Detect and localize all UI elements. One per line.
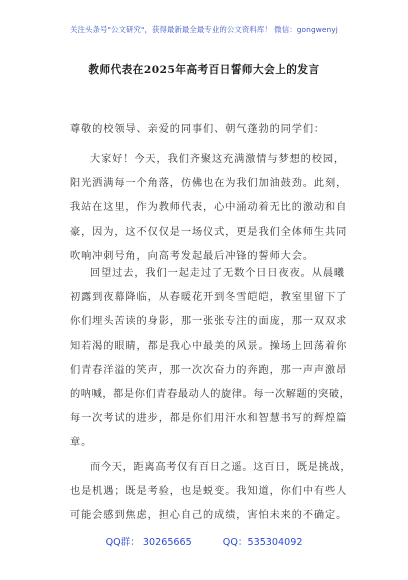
text-line: 而今天，距离高考仅有百日之遥。这百日，既是挑战， [90, 462, 352, 473]
text-line: 你们埋头苦读的身影，那一张张专注的面庞，那一双双求 [70, 316, 348, 328]
text-line: 知若渴的眼睛，都是我心中最美的风景。操场上回荡着你 [70, 340, 348, 352]
text-line: 初露到夜幕降临，从春暖花开到冬雪皑皑，教室里留下了 [70, 292, 348, 304]
paragraph-3 [70, 456, 352, 529]
text-line: 大家好！今天，我们齐聚这充满激情与梦想的校园， [90, 154, 346, 165]
text-line: 可能会感到焦虑，担心自己的成绩，害怕未来的不确定。 [70, 510, 348, 522]
greeting-paragraph [70, 118, 352, 142]
text-line: 也是机遇；既是考验，也是蜕变。我知道，你们中有些人 [70, 486, 348, 498]
document-title: 教师代表在2025年高考百日誓师大会上的发言 [88, 64, 320, 76]
qq-group-number: QQ群： 30265665 [105, 537, 192, 548]
footer-contact [0, 534, 408, 548]
text-line: 每一次考试的进步，都是你们用汗水和智慧书写的辉煌篇 [70, 413, 348, 425]
text-line: 我站在这里，作为教师代表，心中涌动着无比的激动和自 [70, 202, 348, 214]
text-line: 的呐喊，都是你们青春最动人的旋律。每一次解题的突破， [70, 388, 351, 400]
qq-contact-number: QQ：535304092 [222, 537, 303, 548]
text-line: 章。 [70, 437, 93, 449]
text-line: 豪，因为，这不仅仅是一场仪式，更是我们全体师生共同 [70, 226, 348, 238]
paragraph-2 [70, 262, 352, 456]
text-line: 吹响冲刺号角，向高考发起最后冲锋的誓师大会。 [70, 250, 314, 262]
text-line: 阳光洒满每一个角落，仿佛也在为我们加油鼓劲。此刻， [70, 178, 348, 190]
header-banner: 关注头条号"公文研究"，获得最新最全最专业的公文资料库！ 微信：gongwenyj [70, 25, 338, 34]
paragraph-1 [70, 148, 352, 269]
text-line: 回望过去，我们一起走过了无数个日日夜夜。从晨曦 [90, 268, 346, 279]
greeting-line: 尊敬的校领导、亲爱的同事们、朝气蓬勃的同学们： [70, 124, 326, 135]
text-line: 们青春洋溢的笑声，那一次次奋力的奔跑，那一声声激昂 [70, 364, 348, 376]
